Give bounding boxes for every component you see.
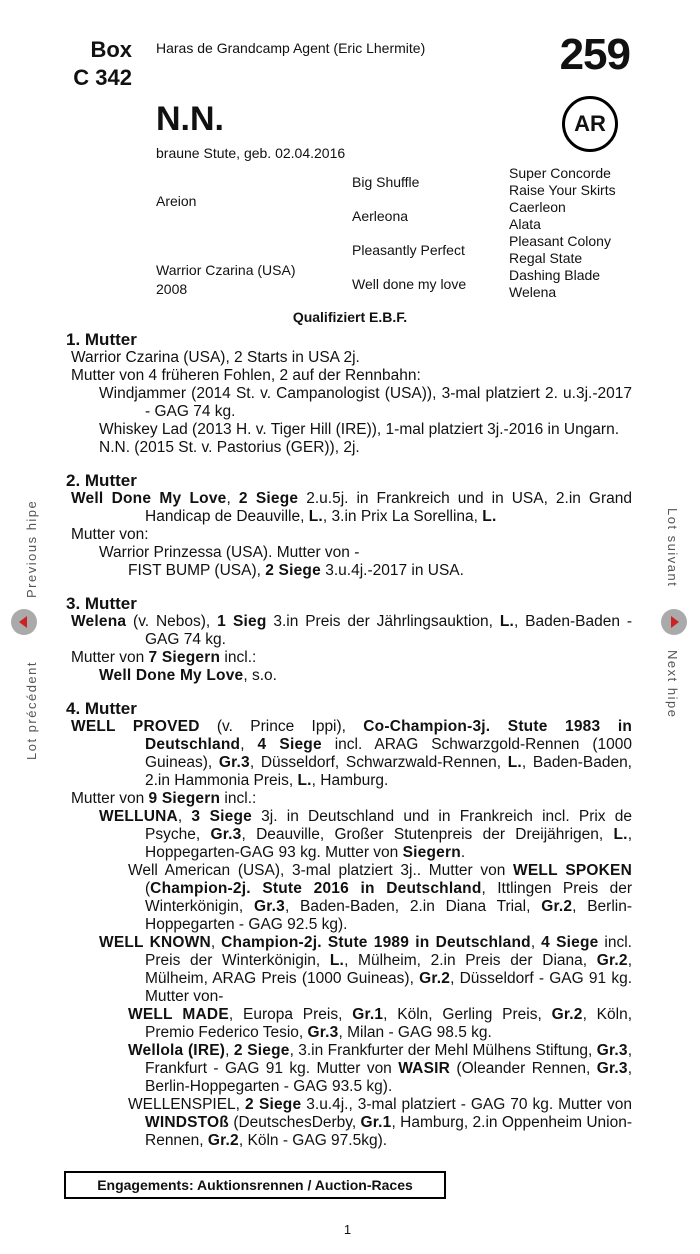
horse-name-bold: WELLUNA [99, 808, 178, 825]
text: Well American (USA), 3-mal platziert 3j.. Mutter von [128, 862, 514, 879]
listed-badge: L. [507, 754, 522, 771]
listed-badge: L. [329, 952, 345, 969]
catalogue-body [66, 330, 632, 1150]
text: , Köln, Premio Federico Tesio, [145, 1006, 632, 1041]
text: Mutter von [71, 790, 149, 807]
pedigree-dam-sire: Pleasantly Perfect [352, 242, 465, 258]
group-badge: Gr.3 [596, 1042, 628, 1059]
text: , Düsseldorf - GAG 91 kg. Mutter von- [145, 970, 632, 1005]
listed-badge: L. [613, 826, 628, 843]
winners-count: 7 Siegern [148, 649, 221, 666]
horse-name-bold: WELL MADE [128, 1006, 229, 1023]
championship: Co-Champion-3j. Stute 1983 in Deutschland [145, 718, 632, 753]
winners-count: 9 Siegern [148, 790, 221, 807]
mutter-von-line: Mutter von: [71, 526, 149, 543]
group-badge: Gr.3 [307, 1024, 339, 1041]
pedigree-gen3-item: Dashing Blade [509, 267, 601, 283]
text: 3j. in Deutschland und in Frankreich incl. Prix de Psyche, [145, 808, 632, 843]
group-badge: Gr.1 [360, 1114, 392, 1131]
text: (v. Prince Ippi), [199, 718, 364, 735]
group-badge: Gr.2 [596, 952, 628, 969]
text: incl. ARAG Schwarzgold-Rennen (1000 Guineas), [145, 736, 632, 771]
horse-name-bold: Welena [71, 613, 127, 630]
wins-bold: 4 Siege [541, 934, 599, 951]
prev-lot-label-fr[interactable]: Lot précédent [24, 660, 39, 760]
pedigree-gen3-item: Welena [509, 284, 557, 300]
group-badge: Gr.2 [207, 1132, 239, 1149]
text: , Frankfurt - GAG 91 kg. Mutter von [145, 1042, 632, 1077]
text: , Baden-Baden - GAG 74 kg. [145, 613, 632, 648]
text: , [177, 808, 192, 825]
wins-bold: 2 Siege [233, 1042, 290, 1059]
grandproduce-entry [66, 1096, 632, 1150]
box-label [62, 36, 132, 92]
prev-lot-label-en[interactable]: Previous hipe [24, 499, 39, 598]
text: , Hamburg, 2.in Oppenheim Union-Rennen, [145, 1114, 632, 1149]
section-title-4: 4. Mutter [66, 699, 137, 718]
pedigree-gen3-item: Alata [509, 216, 541, 232]
prev-lot-button[interactable] [11, 609, 37, 635]
group-badge: Gr.1 [352, 1006, 384, 1023]
arrow-left-icon [17, 615, 31, 629]
grandproduce-entry [128, 562, 632, 580]
foal-entry: Whiskey Lad (2013 H. v. Tiger Hill (IRE)), 1-mal platziert 3j.-2016 in Ungarn. [99, 421, 620, 438]
group-badge: Gr.2 [551, 1006, 583, 1023]
text: , 3.in Frankfurter der Mehl Mülhens Stiftung, [289, 1042, 597, 1059]
text: , [226, 490, 239, 507]
pedigree-gen3-item: Raise Your Skirts [509, 182, 616, 198]
text: , [530, 934, 542, 951]
horse-name: FIST BUMP (USA), [128, 562, 266, 579]
group-badge: Gr.2 [541, 898, 573, 915]
horse-name-bold: WELL KNOWN [99, 934, 211, 951]
horse-name-bold: WELL SPOKEN [513, 862, 632, 879]
text: (DeutschesDerby, [228, 1114, 361, 1131]
text: , Baden-Baden, 2.in Hammonia Preis, [145, 754, 632, 789]
box-line-2: C 342 [73, 65, 132, 90]
text: incl.: [220, 649, 257, 666]
text: (Oleander Rennen, [450, 1060, 597, 1077]
second-dam-entry [66, 490, 632, 526]
text: , Mülheim, 2.in Preis der Diana, [344, 952, 597, 969]
fourth-dam-entry [66, 718, 632, 790]
horse-name-bold: WASIR [398, 1060, 451, 1077]
foal-entry: Windjammer (2014 St. v. Campanologist (USA)), 3-mal platziert 2. u.3j.-2017 - GAG 74 kg. [99, 385, 632, 420]
listed-badge: L. [499, 613, 515, 630]
text: , Milan - GAG 98.5 kg. [338, 1024, 492, 1041]
text: , Köln - GAG 97.5kg). [238, 1132, 388, 1149]
third-dam-entry [66, 613, 632, 649]
text: 3.u.4j., 3-mal platziert - GAG 70 kg. Mutter von [301, 1096, 632, 1113]
horse-name-bold: Well Done My Love [71, 490, 227, 507]
text: , Deauville, Großer Stutenpreis der Dreijährigen, [241, 826, 614, 843]
horse-name-bold: WELL PROVED [71, 718, 200, 735]
text: 3.u.4j.-2017 in USA. [320, 562, 464, 579]
text: Mutter von [71, 649, 149, 666]
arrow-right-icon [667, 615, 681, 629]
next-lot-label-fr[interactable]: Lot suivant [665, 508, 680, 588]
pedigree-gen3 [509, 165, 616, 301]
listed-badge: L. [297, 772, 312, 789]
text: . [460, 844, 466, 861]
text: , Hoppegarten-GAG 93 kg. Mutter von [145, 826, 633, 861]
championship: Champion-2j. Stute 2016 in Deutschland [150, 880, 482, 897]
produce-entry [66, 808, 632, 862]
pedigree-sire: Areion [156, 193, 197, 209]
grandproduce-entry [66, 1042, 632, 1096]
mutter-von-line [71, 790, 632, 808]
text: , [210, 934, 222, 951]
text: , Hamburg. [311, 772, 389, 789]
text: , Düsseldorf, Schwarzwald-Rennen, [249, 754, 508, 771]
mutter-von-line [71, 649, 632, 667]
text: 2.u.5j. in Frankreich und in USA, 2.in Grand Handicap de Deauville, [145, 490, 632, 525]
text: , [240, 736, 258, 753]
listed-badge: L. [482, 508, 497, 525]
wins-bold: 1 Sieg [217, 613, 267, 630]
text: incl.: [220, 790, 257, 807]
group-badge: Gr.3 [596, 1060, 628, 1077]
text: incl. Preis der Winterkönigin, [145, 934, 632, 969]
dam-line: Warrior Czarina (USA), 2 Starts in USA 2j. [71, 349, 360, 366]
winners-bold: Siegern [402, 844, 461, 861]
text: (v. Nebos), [126, 613, 218, 630]
text: ( [145, 880, 151, 897]
lot-number: 259 [559, 30, 630, 79]
horse-name-bold: WINDSTOß [145, 1114, 229, 1131]
pedigree-dam-year: 2008 [156, 281, 188, 297]
wins-bold: 3 Siege [191, 808, 252, 825]
grandproduce-entry [66, 862, 632, 934]
group-badge: Gr.2 [419, 970, 451, 987]
page-number: 1 [343, 1222, 352, 1237]
wins-bold: 2 Siege [244, 1096, 302, 1113]
text: , 3.in Prix La Sorellina, [322, 508, 483, 525]
pedigree-gen3-item: Caerleon [509, 199, 566, 215]
agent-text: Haras de Grandcamp Agent (Eric Lhermite) [156, 40, 426, 56]
text: , Berlin-Hoppegarten - GAG 93.5 kg). [145, 1060, 632, 1095]
text: 3.in Preis der Jährlingsauktion, [266, 613, 500, 630]
text: , Ittlingen Preis der Winterkönigin, [145, 880, 632, 915]
text: , Mülheim, ARAG Preis (1000 Guineas), [145, 952, 632, 987]
pedigree-sire-sire: Big Shuffle [352, 174, 420, 190]
pedigree-dam: Warrior Czarina (USA) [156, 262, 296, 278]
horse-name-bold: Well Done My Love [99, 667, 244, 684]
horse-name-bold: Wellola (IRE) [128, 1042, 226, 1059]
group-badge: Gr.3 [253, 898, 285, 915]
text: , Europa Preis, [228, 1006, 353, 1023]
qualification: Qualifiziert E.B.F. [292, 309, 408, 325]
pedigree-gen3-item: Super Concorde [509, 165, 611, 181]
box-line-1: Box [90, 37, 132, 62]
text: , Berlin-Hoppegarten - GAG 92.5 kg). [145, 898, 633, 933]
pedigree-dam-dam: Well done my love [352, 276, 467, 292]
horse-description: braune Stute, geb. 02.04.2016 [156, 145, 346, 161]
listed-badge: L. [308, 508, 323, 525]
wins-bold: 2 Siege [265, 562, 321, 579]
group-badge: Gr.3 [210, 826, 242, 843]
dam-produce-line: Mutter von 4 früheren Fohlen, 2 auf der Rennbahn: [71, 367, 421, 384]
section-title-2: 2. Mutter [66, 471, 137, 490]
ar-badge: AR [562, 96, 618, 152]
produce-entry: Warrior Prinzessa (USA). Mutter von - [99, 544, 360, 561]
text: WELLENSPIEL, [128, 1096, 245, 1113]
horse-name: N.N. [156, 100, 224, 138]
wins-bold: 2 Siege [238, 490, 299, 507]
engagements-box: Engagements: Auktionsrennen / Auction-Races [64, 1171, 446, 1199]
produce-entry [66, 934, 632, 1006]
section-title-3: 3. Mutter [66, 594, 137, 613]
foal-entry: N.N. (2015 St. v. Pastorius (GER)), 2j. [99, 439, 360, 456]
text: , Köln, Gerling Preis, [383, 1006, 552, 1023]
pedigree-gen3-item: Pleasant Colony [509, 233, 611, 249]
grandproduce-entry [66, 1006, 632, 1042]
text: , s.o. [243, 667, 277, 684]
next-lot-label-en[interactable]: Next hipe [665, 650, 680, 719]
pedigree-gen3-item: Regal State [509, 250, 583, 266]
group-badge: Gr.3 [218, 754, 250, 771]
text: , Baden-Baden, 2.in Diana Trial, [284, 898, 542, 915]
produce-entry [99, 667, 632, 685]
championship: Champion-2j. Stute 1989 in Deutschland [221, 934, 531, 951]
pedigree-sire-dam: Aerleona [352, 208, 409, 224]
next-lot-button[interactable] [661, 609, 687, 635]
text: , [225, 1042, 234, 1059]
wins-bold: 4 Siege [257, 736, 322, 753]
section-title-1: 1. Mutter [66, 330, 137, 349]
